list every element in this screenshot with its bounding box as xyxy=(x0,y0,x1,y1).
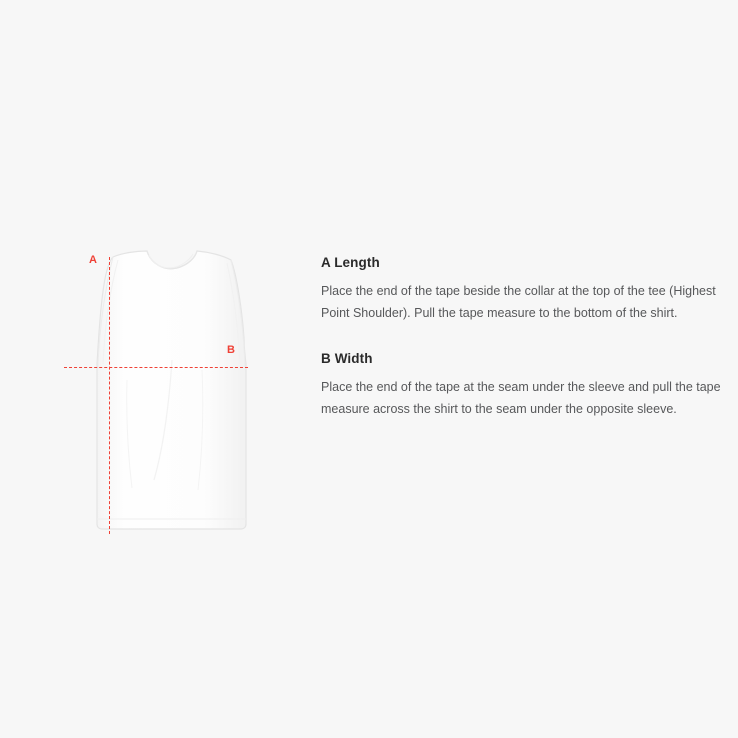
tank-top-icon xyxy=(52,240,272,540)
instruction-title-width: B Width xyxy=(321,351,373,366)
tank-top-illustration xyxy=(52,240,272,540)
measurement-instructions xyxy=(321,255,721,420)
instruction-block-length xyxy=(321,255,721,324)
instruction-block-width xyxy=(321,351,721,420)
marker-label-a: A xyxy=(89,254,98,266)
instruction-body-length: Place the end of the tape beside the collar at the top of the tee (Highest Point Shoulder). Pull the tape measure to the bottom of the shirt. xyxy=(321,284,716,320)
marker-label-b: B xyxy=(227,344,236,356)
instruction-title-length: A Length xyxy=(321,255,380,270)
garment-measurement-diagram xyxy=(0,0,300,738)
instruction-body-width: Place the end of the tape at the seam under the sleeve and pull the tape measure across the shirt to the seam under the opposite sleeve. xyxy=(321,380,721,416)
width-guide-line xyxy=(64,367,248,368)
length-guide-line xyxy=(109,257,110,534)
